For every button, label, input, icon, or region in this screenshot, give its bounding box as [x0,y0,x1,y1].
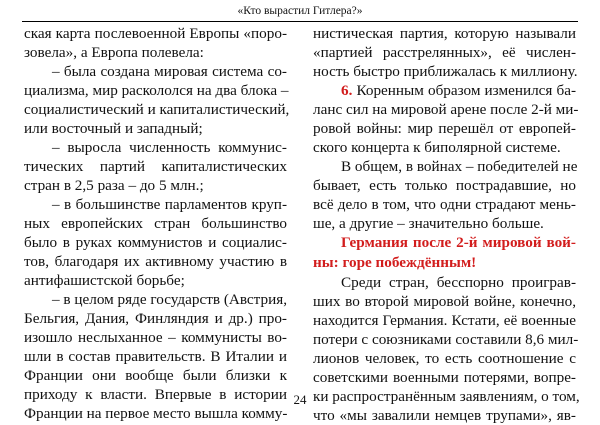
text-line: приходу к власти. Впервые в истории [24,386,287,403]
text-line: ровой войны: мир перешёл от европей- [313,120,576,137]
text-line: ше, а другие – значительно больше. [313,215,544,232]
text-line: социалистический и капиталистический, [24,101,290,118]
text-line: или восточный и западный; [24,120,203,137]
text-line: В общем, в войнах – победителей не [341,158,578,175]
header-rule [22,21,578,22]
text-line: ных европейских стран большинство [24,215,287,232]
text-line: Среди стран, бесспорно проиграв- [341,274,576,291]
text-line: Франции на первое место вышла комму- [24,405,288,422]
text-line: циализма, мир раскололся на два блока – [24,82,289,99]
text-line: потери с союзниками составили 8,6 мил- [313,331,579,348]
section-heading: Германия после 2-й мировой вой- [341,234,576,251]
text-line: ская карта послевоенной Европы «поро- [24,25,287,42]
paragraph-6-first-line [313,81,576,100]
text-line: находится Германия. Кстати, её военные [313,312,576,329]
text-line: советскими военными потерями, вопре- [313,369,576,386]
running-title: «Кто вырастил Гитлера?» [237,5,363,17]
text-line: антифашистской борьбе; [24,272,185,289]
text-line: – в целом ряде государств (Австрия, [52,291,287,308]
text-line: нистическая партия, которую называли [313,25,576,42]
text-line: бывает, есть только пострадавшие, но [313,177,576,194]
text-line: что «мы завалили немцев трупами», яв- [313,407,576,424]
text-line: Франции они вообще были близки к [24,367,287,384]
text-line: «партией расстрелянных», её числен- [313,44,576,61]
text-line: всё дело в том, что одни страдают мень- [313,196,576,213]
text-line: – выросла численность коммунис- [52,139,287,156]
text-line: тов, благодаря их активному участию в [24,253,287,270]
text-line: ность быстро приближалась к миллиону. [313,63,578,80]
text-line: зовела», а Европа полевела: [24,44,204,61]
text-line: стран в 2,5 раза – до 5 млн.; [24,177,204,194]
text-fragment: Коренным образом изменился ба- [356,82,577,99]
text-line: ского концерта к биполярной системе. [313,139,561,156]
paragraph-number: 6. [341,82,353,99]
text-line: было в руках коммунистов и социалис- [24,234,287,251]
text-line: изошло неслыханное – коммунисты во- [24,329,287,346]
text-line: шли в состав правительств. В Италии и [24,348,287,365]
page-number: 24 [293,392,307,407]
right-column [313,24,580,425]
left-column [24,24,290,423]
text-line: – в большинстве парламентов круп- [52,196,287,213]
text-line: – была создана мировая система со- [52,63,287,80]
section-heading: ны: горе побеждённым! [313,254,477,271]
text-line: ланс сил на мировой арене после 2-й ми- [313,101,579,118]
text-line: лионов человек, то есть соотношение с [313,350,576,367]
text-line: тических партий капиталистических [24,158,287,175]
text-line: Бельгия, Дания, Финляндия и др.) про- [24,310,287,327]
text-line: ших во второй мировой войне, конечно, [313,293,576,310]
text-line: ки распространённым заявлениям, о том, [313,388,580,405]
